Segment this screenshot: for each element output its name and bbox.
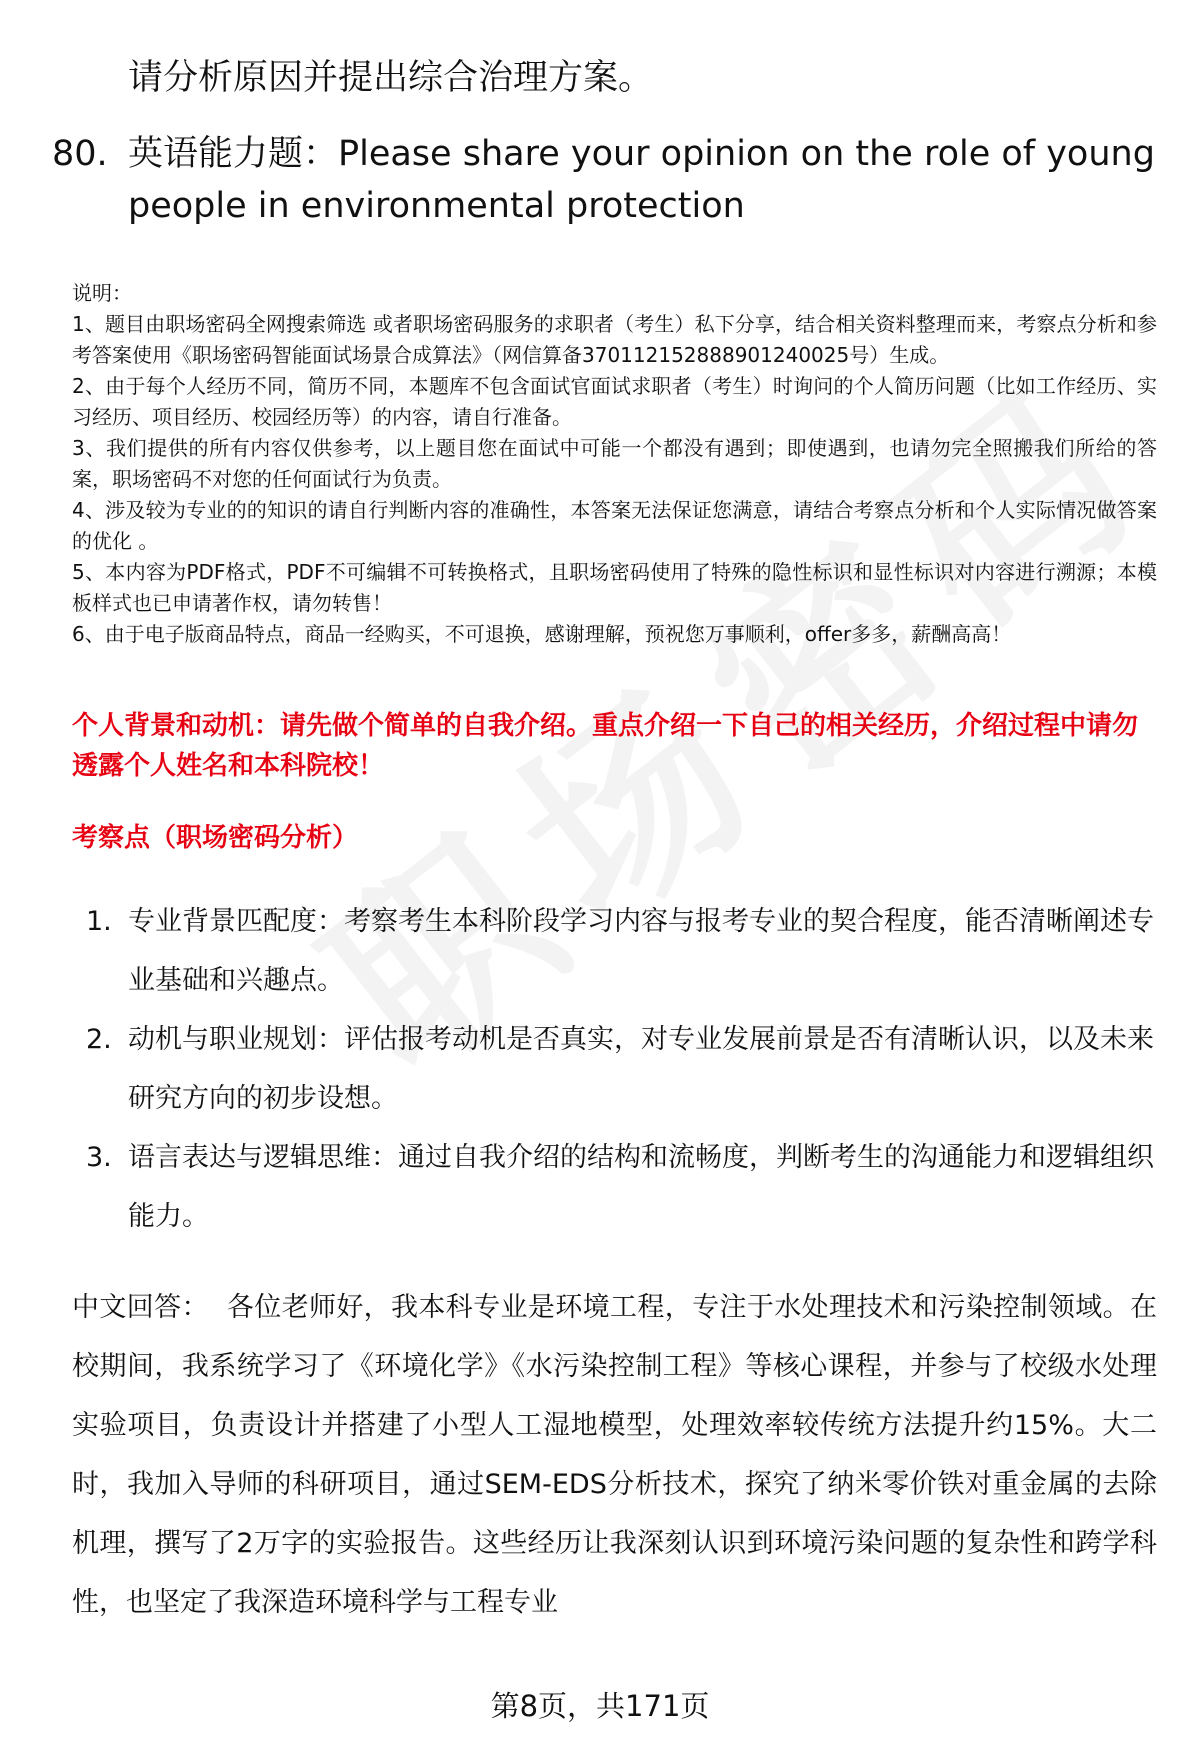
notes-section: [72, 278, 1157, 650]
analysis-item-text: 动机与职业规划：评估报考动机是否真实，对专业发展前景是否有清晰认识，以及未来研究方向的初步设想。: [128, 1024, 1154, 1114]
note-item: 5、本内容为PDF格式，PDF不可编辑不可转换格式，且职场密码使用了特殊的隐性标识和显性标识对内容进行溯源；本模板样式也已申请著作权，请勿转售！: [72, 560, 1157, 615]
answer-section: [72, 1278, 1157, 1632]
q80-number: 80.: [52, 134, 108, 174]
note-item: 2、由于每个人经历不同，简历不同，本题库不包含面试官面试求职者（考生）时询问的个人简历问题（比如工作经历、实习经历、项目经历、校园经历等）的内容，请自行准备。: [72, 374, 1157, 429]
answer-label: 中文回答：: [72, 1292, 209, 1323]
analysis-item-text: 专业背景匹配度：考察考生本科阶段学习内容与报考专业的契合程度，能否清晰阐述专业基础和兴趣点。: [128, 906, 1154, 996]
note-item: 1、题目由职场密码全网搜索筛选 或者职场密码服务的求职者（考生）私下分享，结合相关资料整理而来，考察点分析和参考答案使用《职场密码智能面试场景合成算法》（网信算备370112152888901240025号）生成。: [72, 312, 1157, 367]
question-heading: 个人背景和动机：请先做个简单的自我介绍。重点介绍一下自己的相关经历，介绍过程中请勿透露个人姓名和本科院校！: [72, 711, 1139, 781]
analysis-item-text: 语言表达与逻辑思维：通过自我介绍的结构和流畅度，判断考生的沟通能力和逻辑组织能力。: [128, 1142, 1154, 1232]
notes-heading: 说明：: [72, 281, 132, 305]
q80-line1: 英语能力题：Please share your opinion on the role of young: [128, 134, 1155, 174]
analysis-item: [72, 1128, 1157, 1246]
analysis-list: [72, 892, 1157, 1246]
analysis-heading: 考察点（职场密码分析）: [72, 823, 359, 853]
note-item: 3、我们提供的所有内容仅供参考，以上题目您在面试中可能一个都没有遇到；即使遇到，也请勿完全照搬我们所给的答案，职场密码不对您的任何面试行为负责。: [72, 436, 1157, 491]
analysis-item-number: 3.: [86, 1142, 112, 1173]
q79-continued-text: 请分析原因并提出综合治理方案。: [128, 58, 654, 98]
analysis-item-number: 1.: [86, 906, 112, 937]
analysis-item: [72, 892, 1157, 1010]
note-item: 6、由于电子版商品特点，商品一经购买，不可退换，感谢理解，预祝您万事顺利，offer多多，薪酬高高！: [72, 622, 1012, 646]
analysis-item: [72, 1010, 1157, 1128]
answer-text: 各位老师好，我本科专业是环境工程，专注于水处理技术和污染控制领域。在校期间，我系统学习了《环境化学》《水污染控制工程》等核心课程，并参与了校级水处理实验项目，负责设计并搭建了小型人工湿地模型，处理效率较传统方法提升约15%。大二时，我加入导师的科研项目，通过SEM-EDS分析技术，探究了纳米零价铁对重金属的去除机理，撰写了2万字的实验报告。这些经历让我深刻认识到环境污染问题的复杂性和跨学科性，也坚定了我深造环境科学与工程专业: [72, 1292, 1158, 1618]
page-footer: 第8页，共171页: [490, 1689, 710, 1723]
note-item: 4、涉及较为专业的的知识的请自行判断内容的准确性，本答案无法保证您满意，请结合考察点分析和个人实际情况做答案的优化 。: [72, 498, 1157, 553]
q80-line2: people in environmental protection: [128, 186, 745, 226]
analysis-item-number: 2.: [86, 1024, 112, 1055]
